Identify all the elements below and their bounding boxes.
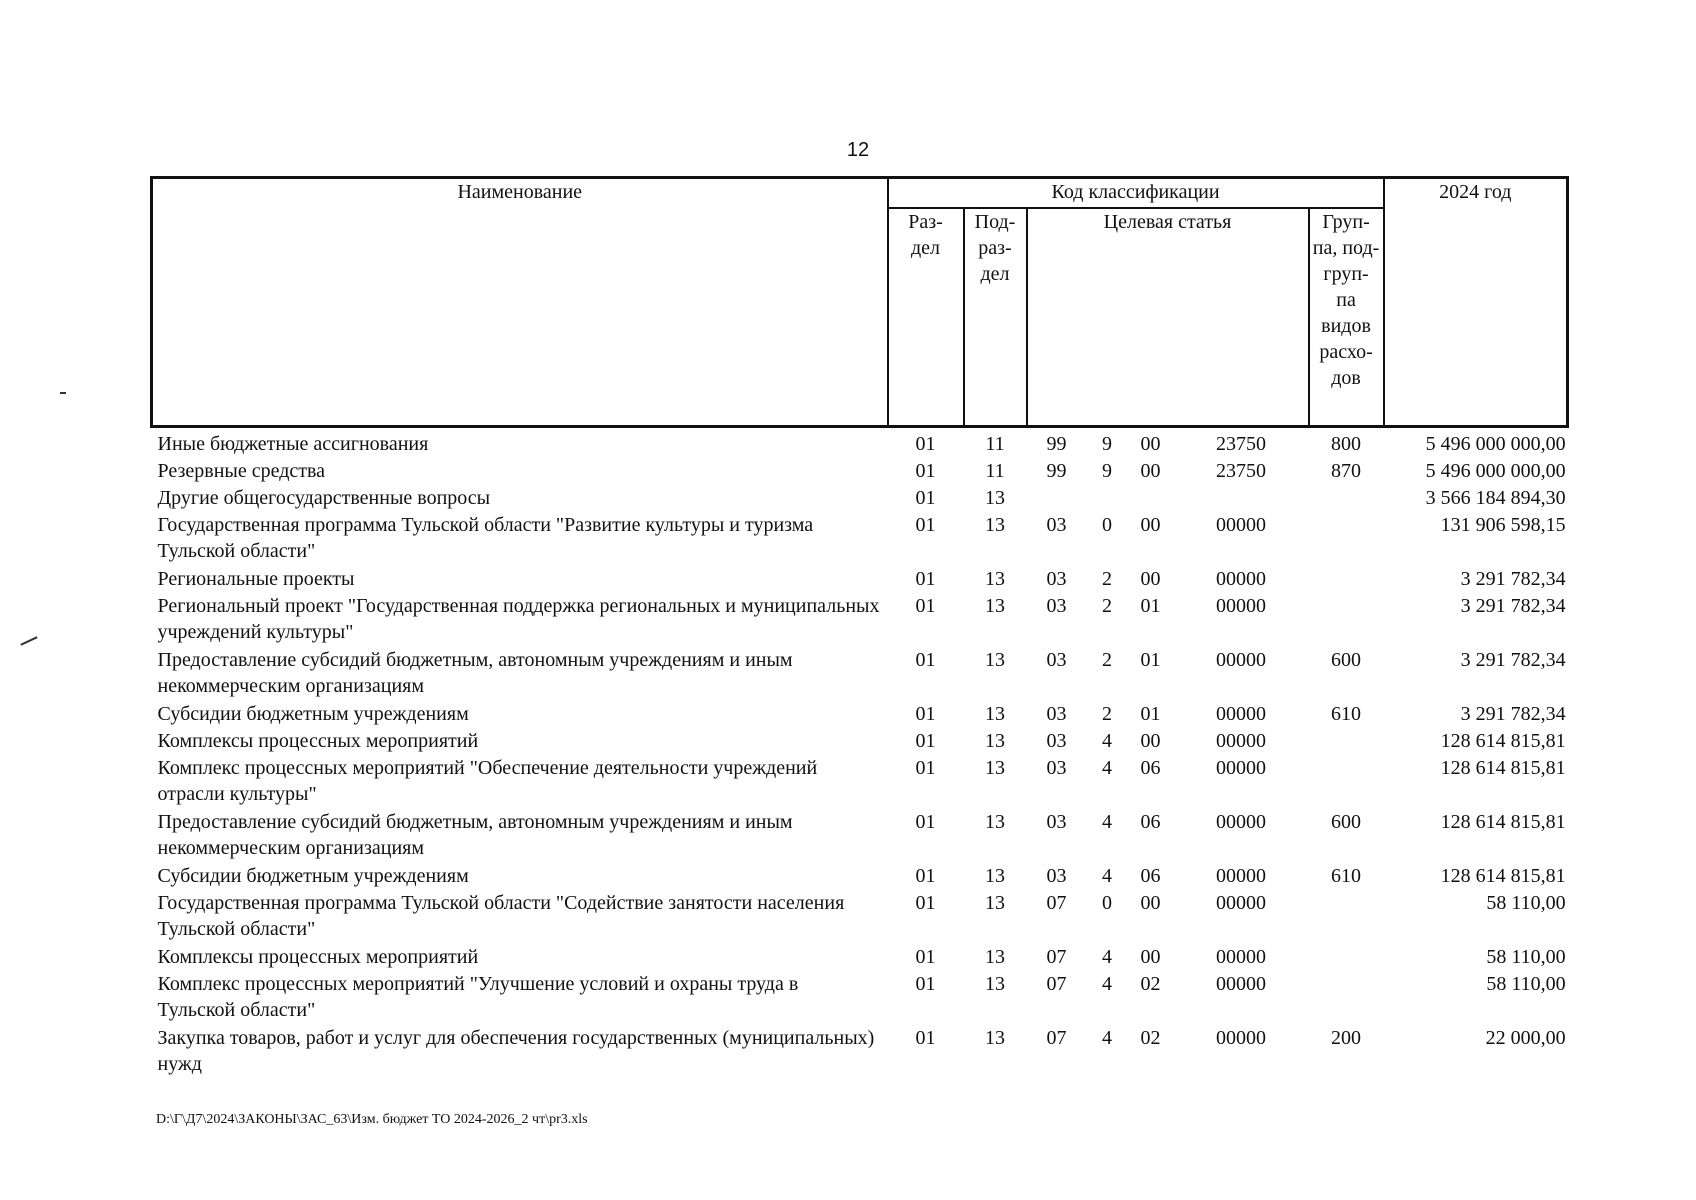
cell-podrazdel: 13	[985, 595, 1005, 617]
cell-t4: 00000	[1216, 892, 1266, 914]
cell-razdel: 01	[915, 892, 936, 914]
table-row	[152, 863, 1568, 890]
cell-amount: 22 000,00	[1485, 1027, 1566, 1049]
cell-t3: 06	[1140, 811, 1161, 833]
cell-t2: 4	[1102, 1027, 1112, 1049]
header-expense-group: Груп- па, под- груп- па видов расхо- дов	[1309, 208, 1384, 427]
cell-t2	[1087, 485, 1128, 512]
cell-t1: 03	[1046, 865, 1067, 887]
header-razdel: Раз- дел	[888, 208, 964, 427]
cell-t1: 03	[1046, 649, 1067, 671]
cell-t2: 2	[1102, 568, 1112, 590]
cell-group: 610	[1331, 703, 1362, 725]
cell-razdel: 01	[915, 730, 936, 752]
cell-t2: 4	[1102, 811, 1112, 833]
cell-podrazdel: 13	[985, 514, 1005, 536]
cell-podrazdel: 13	[985, 1027, 1005, 1049]
cell-razdel: 01	[915, 865, 936, 887]
cell-podrazdel: 13	[985, 703, 1005, 725]
table-row	[152, 890, 1568, 944]
cell-razdel: 01	[915, 595, 936, 617]
cell-podrazdel: 13	[985, 946, 1005, 968]
cell-t4	[1174, 485, 1309, 512]
cell-t4: 00000	[1216, 595, 1266, 617]
budget-table	[150, 176, 1569, 1079]
cell-name: Комплексы процессных мероприятий	[157, 946, 479, 968]
cell-razdel: 01	[915, 433, 936, 455]
header-classification: Код классификации	[888, 178, 1384, 209]
cell-podrazdel: 13	[985, 757, 1005, 779]
cell-t4: 00000	[1216, 973, 1266, 995]
cell-t1	[1027, 485, 1087, 512]
cell-t2: 9	[1102, 460, 1112, 482]
cell-t4: 00000	[1216, 514, 1266, 536]
cell-t4: 00000	[1216, 568, 1266, 590]
cell-t4: 23750	[1216, 460, 1266, 482]
cell-t2: 4	[1102, 865, 1112, 887]
table-row	[152, 593, 1568, 647]
cell-podrazdel: 13	[985, 487, 1005, 509]
cell-podrazdel: 13	[985, 811, 1005, 833]
table-row	[152, 485, 1568, 512]
cell-t4: 00000	[1216, 865, 1266, 887]
cell-name: Государственная программа Тульской области "Содействие занятости населения Тульской области"	[157, 892, 845, 940]
cell-amount: 3 566 184 894,30	[1425, 487, 1566, 509]
cell-name: Предоставление субсидий бюджетным, автономным учреждениям и иным некоммерческим организациям	[157, 649, 793, 697]
cell-t4: 00000	[1216, 811, 1266, 833]
cell-t3: 00	[1140, 946, 1161, 968]
file-path: D:\Г\Д7\2024\ЗАКОНЫ\ЗАС_63\Изм. бюджет ТО 2024-2026_2 чт\pr3.xls	[156, 1112, 588, 1127]
cell-amount: 3 291 782,34	[1460, 568, 1566, 590]
cell-t2: 2	[1102, 595, 1112, 617]
cell-t2: 2	[1102, 649, 1112, 671]
cell-amount: 58 110,00	[1486, 973, 1566, 995]
cell-t1: 07	[1046, 973, 1067, 995]
cell-t2: 0	[1102, 514, 1112, 536]
cell-razdel: 01	[915, 568, 936, 590]
header-year: 2024 год	[1384, 178, 1568, 427]
cell-t1: 07	[1046, 946, 1067, 968]
cell-group: 600	[1331, 649, 1362, 671]
table-row	[152, 809, 1568, 863]
cell-group: 200	[1331, 1027, 1362, 1049]
cell-t3: 02	[1140, 1027, 1161, 1049]
cell-t3: 00	[1140, 730, 1161, 752]
cell-t3: 00	[1140, 460, 1161, 482]
cell-group	[1309, 944, 1384, 971]
table-row	[152, 944, 1568, 971]
cell-t2: 2	[1102, 703, 1112, 725]
cell-group: 610	[1331, 865, 1362, 887]
cell-group: 800	[1331, 433, 1362, 455]
table-row	[152, 701, 1568, 728]
cell-t4: 00000	[1216, 757, 1266, 779]
header-podrazdel: Под- раз- дел	[964, 208, 1027, 427]
cell-group	[1309, 512, 1384, 566]
table-row	[152, 512, 1568, 566]
table-body	[152, 427, 1568, 1080]
cell-razdel: 01	[915, 946, 936, 968]
cell-amount: 5 496 000 000,00	[1425, 433, 1566, 455]
cell-group	[1309, 971, 1384, 1025]
cell-group	[1309, 593, 1384, 647]
table-row	[152, 458, 1568, 485]
cell-name: Закупка товаров, работ и услуг для обеспечения государственных (муниципальных) нужд	[157, 1027, 875, 1075]
cell-t1: 03	[1046, 703, 1067, 725]
cell-t4: 00000	[1216, 946, 1266, 968]
cell-t4: 00000	[1216, 703, 1266, 725]
cell-name: Комплексы процессных мероприятий	[157, 730, 479, 752]
cell-podrazdel: 13	[985, 865, 1005, 887]
cell-group	[1309, 485, 1384, 512]
cell-group	[1309, 890, 1384, 944]
cell-t3: 01	[1140, 649, 1161, 671]
cell-podrazdel: 11	[985, 433, 1005, 455]
cell-t1: 03	[1046, 514, 1067, 536]
scan-mark	[60, 392, 66, 394]
cell-podrazdel: 13	[985, 892, 1005, 914]
cell-razdel: 01	[915, 703, 936, 725]
cell-t1: 99	[1046, 460, 1067, 482]
table-row	[152, 427, 1568, 459]
cell-t3: 00	[1140, 568, 1161, 590]
cell-t1: 99	[1046, 433, 1067, 455]
table-row	[152, 566, 1568, 593]
cell-amount: 128 614 815,81	[1440, 730, 1566, 752]
header-target-article: Целевая статья	[1027, 208, 1309, 427]
cell-t2: 9	[1102, 433, 1112, 455]
cell-amount: 3 291 782,34	[1460, 649, 1566, 671]
cell-podrazdel: 11	[985, 460, 1005, 482]
cell-razdel: 01	[915, 460, 936, 482]
cell-razdel: 01	[915, 757, 936, 779]
cell-group	[1309, 755, 1384, 809]
cell-t2: 0	[1102, 892, 1112, 914]
cell-t2: 4	[1102, 946, 1112, 968]
cell-t1: 03	[1046, 595, 1067, 617]
cell-podrazdel: 13	[985, 649, 1005, 671]
cell-t4: 00000	[1216, 730, 1266, 752]
cell-podrazdel: 13	[985, 973, 1005, 995]
cell-podrazdel: 13	[985, 568, 1005, 590]
cell-t2: 4	[1102, 730, 1112, 752]
cell-t3: 01	[1140, 595, 1161, 617]
cell-razdel: 01	[915, 973, 936, 995]
cell-t3: 02	[1140, 973, 1161, 995]
cell-t3: 00	[1140, 514, 1161, 536]
cell-t1: 03	[1046, 730, 1067, 752]
cell-amount: 131 906 598,15	[1440, 514, 1566, 536]
cell-name: Субсидии бюджетным учреждениям	[157, 865, 469, 887]
cell-amount: 128 614 815,81	[1440, 811, 1566, 833]
cell-t1: 03	[1046, 811, 1067, 833]
cell-name: Субсидии бюджетным учреждениям	[157, 703, 469, 725]
cell-t4: 23750	[1216, 433, 1266, 455]
cell-group: 870	[1331, 460, 1362, 482]
cell-amount: 58 110,00	[1486, 892, 1566, 914]
cell-group	[1309, 728, 1384, 755]
table-row	[152, 1025, 1568, 1079]
cell-t2: 4	[1102, 973, 1112, 995]
cell-razdel: 01	[915, 811, 936, 833]
cell-amount: 128 614 815,81	[1440, 865, 1566, 887]
page-number: 12	[846, 139, 870, 161]
table-row	[152, 755, 1568, 809]
table-row	[152, 647, 1568, 701]
cell-name: Региональные проекты	[157, 568, 355, 590]
cell-group	[1309, 566, 1384, 593]
cell-name: Иные бюджетные ассигнования	[157, 433, 429, 455]
cell-razdel: 01	[915, 514, 936, 536]
cell-amount: 3 291 782,34	[1460, 703, 1566, 725]
cell-t1: 03	[1046, 568, 1067, 590]
cell-t4: 00000	[1216, 1027, 1266, 1049]
cell-name: Комплекс процессных мероприятий "Улучшение условий и охраны труда в Тульской области"	[157, 973, 799, 1021]
table-row	[152, 971, 1568, 1025]
cell-group: 600	[1331, 811, 1362, 833]
cell-t3: 00	[1140, 892, 1161, 914]
cell-name: Резервные средства	[157, 460, 326, 482]
table-header	[152, 178, 1568, 427]
cell-razdel: 01	[915, 649, 936, 671]
cell-t1: 07	[1046, 892, 1067, 914]
scan-mark	[20, 636, 37, 645]
cell-amount: 128 614 815,81	[1440, 757, 1566, 779]
cell-t1: 03	[1046, 757, 1067, 779]
cell-t3	[1128, 485, 1174, 512]
cell-amount: 3 291 782,34	[1460, 595, 1566, 617]
cell-name: Комплекс процессных мероприятий "Обеспечение деятельности учреждений отрасли культуры"	[157, 757, 818, 805]
cell-t3: 06	[1140, 865, 1161, 887]
cell-amount: 58 110,00	[1486, 946, 1566, 968]
table-row	[152, 728, 1568, 755]
cell-amount: 5 496 000 000,00	[1425, 460, 1566, 482]
cell-name: Предоставление субсидий бюджетным, автономным учреждениям и иным некоммерческим организациям	[157, 811, 793, 859]
cell-t3: 00	[1140, 433, 1161, 455]
cell-podrazdel: 13	[985, 730, 1005, 752]
cell-name: Другие общегосударственные вопросы	[157, 487, 491, 509]
header-name: Наименование	[152, 178, 888, 427]
cell-t3: 06	[1140, 757, 1161, 779]
cell-t1: 07	[1046, 1027, 1067, 1049]
cell-name: Государственная программа Тульской области "Развитие культуры и туризма Тульской области"	[157, 514, 814, 562]
cell-razdel: 01	[915, 1027, 936, 1049]
cell-razdel: 01	[915, 487, 936, 509]
cell-t3: 01	[1140, 703, 1161, 725]
cell-t2: 4	[1102, 757, 1112, 779]
cell-name: Региональный проект "Государственная поддержка региональных и муниципальных учреждений культуры"	[157, 595, 880, 643]
cell-t4: 00000	[1216, 649, 1266, 671]
